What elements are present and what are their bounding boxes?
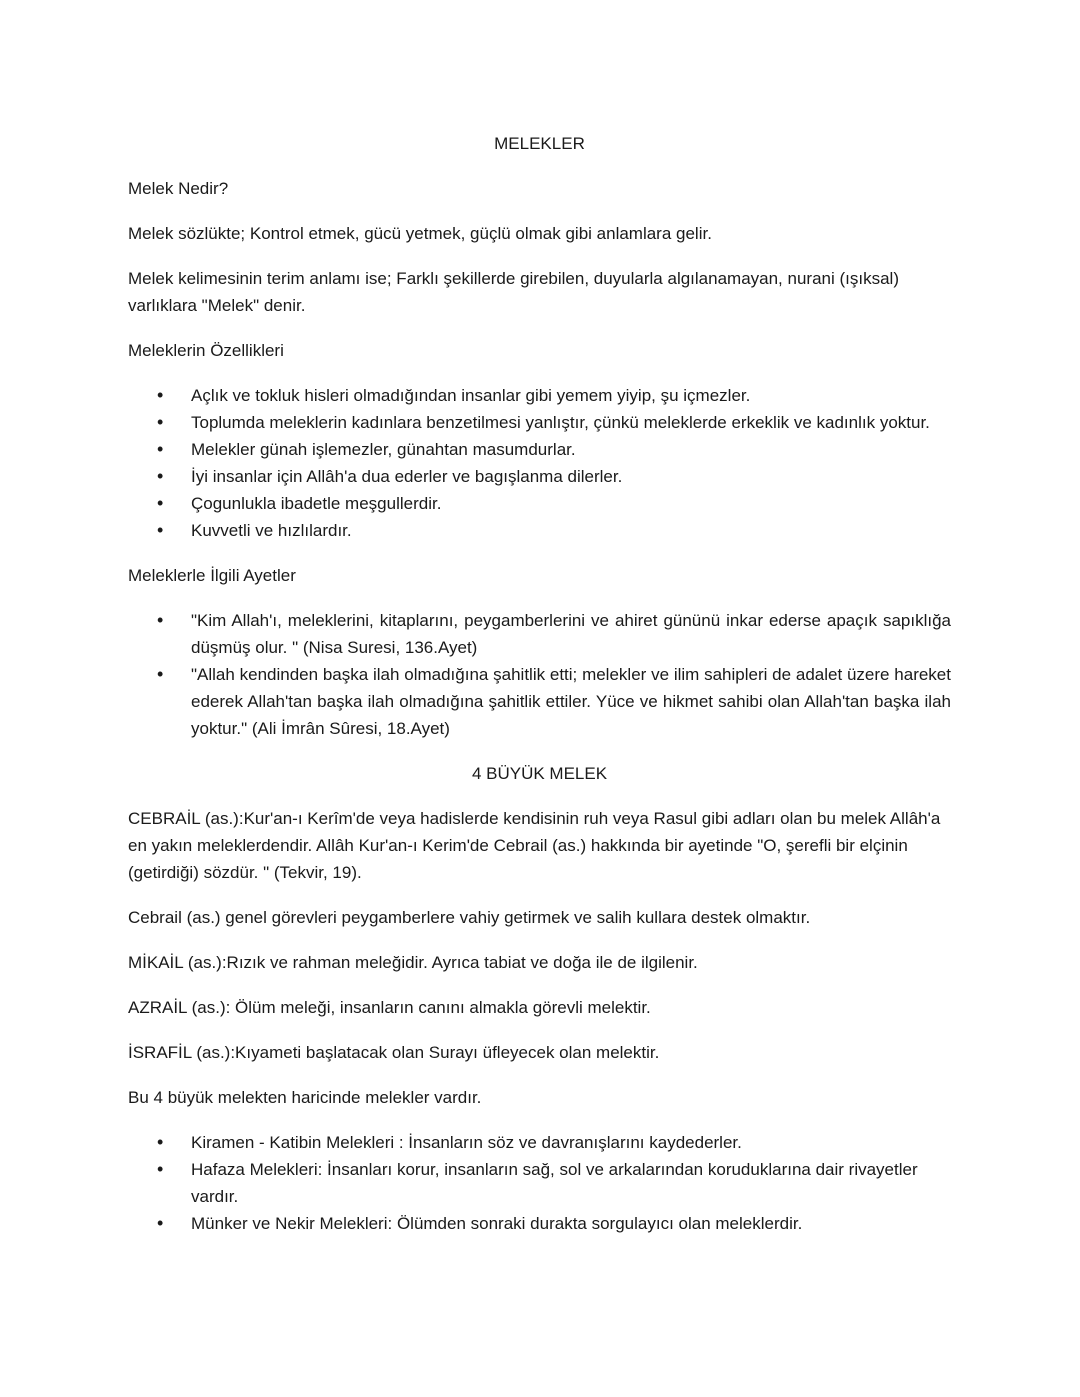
list-item: • Kiramen - Katibin Melekleri : İnsanların söz ve davranışlarını kaydederler. — [128, 1129, 951, 1156]
list-item: • "Kim Allah'ı, meleklerini, kitaplarını, peygamberlerini ve ahiret gününü inkar ederse apaçık sapıklığa düşmüş olur. " (Nisa Suresi, 136.Ayet) — [128, 607, 951, 661]
list-item: • İyi insanlar için Allâh'a dua ederler ve bagışlanma dilerler. — [128, 463, 951, 490]
heading-ayetler: Meleklerle İlgili Ayetler — [128, 566, 296, 585]
paragraph-azrail: AZRAİL (as.): Ölüm meleği, insanların canını almakla görevli melektir. — [128, 998, 651, 1017]
list-diger-melekler — [128, 1129, 951, 1237]
paragraph-haricinde: Bu 4 büyük melekten haricinde melekler vardır. — [128, 1088, 482, 1107]
list-ozellikler — [128, 382, 951, 544]
question-melek-nedir: Melek Nedir? — [128, 179, 229, 198]
list-item: • Çogunlukla ibadetle meşgullerdir. — [128, 490, 951, 517]
paragraph-cebrail-gorev: Cebrail (as.) genel görevleri peygamberlere vahiy getirmek ve salih kullara destek olmaktır. — [128, 908, 811, 927]
paragraph-cebrail: CEBRAİL (as.):Kur'an-ı Kerîm'de veya hadislerde kendisinin ruh veya Rasul gibi adları olan bu melek Allâh'a en yakın meleklerdendir. Allâh Kur'an-ı Kerim'de Cebrail (as.) hakkında bir ayetinde "O, şerefli bir elçinin (getirdiği) sözdür. " (Tekvir, 19). — [128, 809, 941, 882]
paragraph-mikail: MİKAİL (as.):Rızık ve rahman meleğidir. Ayrıca tabiat ve doğa ile de ilgilenir. — [128, 953, 698, 972]
paragraph-sozluk-anlami: Melek sözlükte; Kontrol etmek, gücü yetmek, güçlü olmak gibi anlamlara gelir. — [128, 224, 712, 243]
list-item: • "Allah kendinden başka ilah olmadığına şahitlik etti; melekler ve ilim sahipleri de adalet üzere hareket ederek Allah'tan başka ilah olmadığına şahitlik ettiler. Yüce ve hikmet sahibi olan Allah'tan başka ilah yoktur." (Ali İmrân Sûresi, 18.Ayet) — [128, 661, 951, 742]
list-item: • Hafaza Melekleri: İnsanları korur, insanların sağ, sol ve arkalarından koruduklarına dair rivayetler vardır. — [128, 1156, 951, 1210]
list-item: • Açlık ve tokluk hisleri olmadığından insanlar gibi yemem yiyip, şu içmezler. — [128, 382, 951, 409]
list-item: • Toplumda meleklerin kadınlara benzetilmesi yanlıştır, çünkü meleklerde erkeklik ve kadınlık yoktur. — [128, 409, 951, 436]
paragraph-israfil: İSRAFİL (as.):Kıyameti başlatacak olan Surayı üfleyecek olan melektir. — [128, 1043, 660, 1062]
paragraph-terim-anlami: Melek kelimesinin terim anlamı ise; Farklı şekillerde girebilen, duyularla algılanamayan, nurani (ışıksal) varlıklara "Melek" denir. — [128, 269, 899, 315]
document-title: MELEKLER — [494, 134, 585, 153]
list-item: • Kuvvetli ve hızlılardır. — [128, 517, 951, 544]
heading-buyuk-melek: 4 BÜYÜK MELEK — [471, 764, 608, 783]
document-page — [128, 130, 951, 1255]
list-item: • Münker ve Nekir Melekleri: Ölümden sonraki durakta sorgulayıcı olan meleklerdir. — [128, 1210, 951, 1237]
heading-ozellikler: Meleklerin Özellikleri — [128, 341, 284, 360]
list-item: • Melekler günah işlemezler, günahtan masumdurlar. — [128, 436, 951, 463]
list-ayetler — [128, 607, 951, 742]
